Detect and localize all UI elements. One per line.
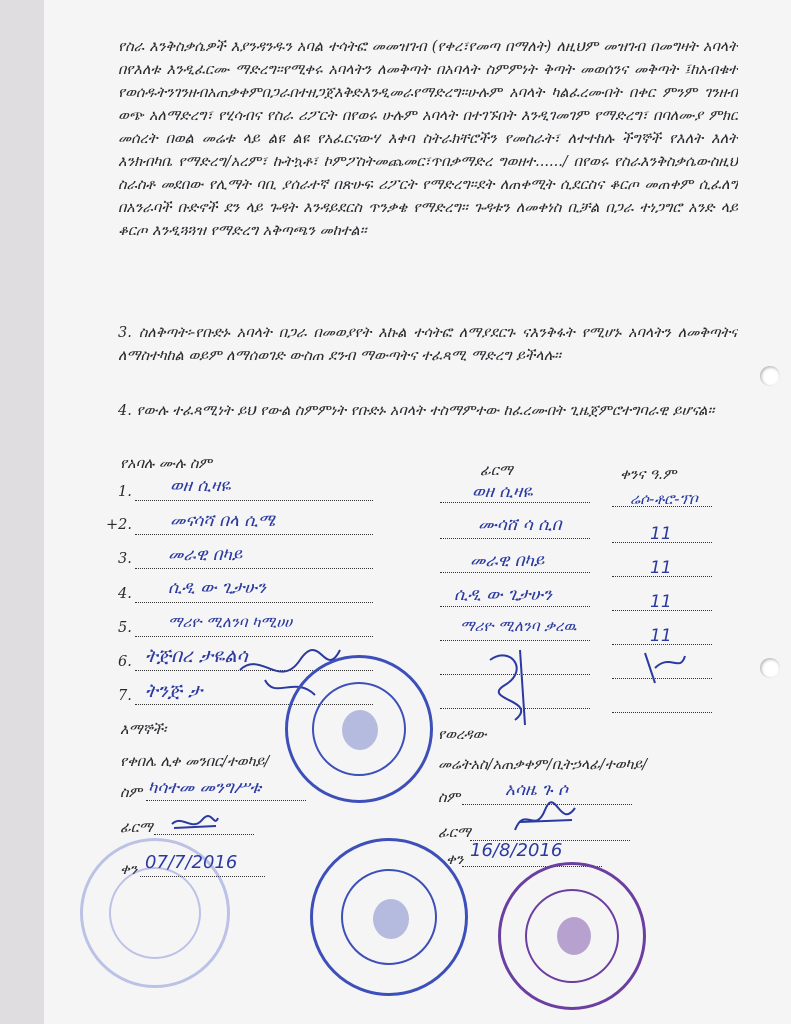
- signature-line: [440, 606, 590, 607]
- page-edge: [0, 0, 44, 1024]
- official-stamp-icon: [310, 838, 468, 996]
- left-name-line: [146, 800, 306, 801]
- row-number: 7.: [118, 688, 132, 704]
- member-date: 11: [650, 558, 672, 578]
- left-name-label: ስም: [120, 785, 143, 801]
- clause-4: 4. የውሉ ተፈጻሚነት ይህ የውል ስምምነት የቡድኑ አባላት ተስማምተው ከፈረሙበት ጊዜጀምሮተግባራዊ ይሆናል፡፡: [118, 403, 715, 419]
- member-signature: መራዊ በካይ: [470, 551, 545, 571]
- name-line: [135, 534, 373, 535]
- member-date: 11: [650, 592, 672, 612]
- row-number: 3.: [118, 551, 132, 567]
- left-signature-line: [154, 834, 254, 835]
- member-date: 11: [650, 524, 672, 544]
- right-witness-role: መሬትአስ/አጠቃቀም/ቢትኃላፊ/ተወካይ/: [438, 757, 648, 773]
- header-date: ቀንና ዓ.ም: [620, 467, 677, 483]
- name-line: [135, 500, 373, 501]
- date-line: [612, 712, 712, 713]
- member-signature: ወዘ ሲዛዬ: [472, 482, 533, 502]
- row-number: 6.: [118, 654, 132, 670]
- member-signature: ማሪዮ ሚለንባ ቃረዉ: [460, 617, 577, 635]
- row-number: 1.: [118, 484, 132, 500]
- right-date-value: 16/8/2016: [470, 840, 563, 861]
- left-date-value: 07/7/2016: [145, 852, 238, 873]
- signature-scribble-icon: [640, 648, 690, 688]
- header-signature: ፊርማ: [480, 463, 513, 479]
- left-date-label: ቀን: [120, 862, 138, 878]
- signature-scribble-icon: [170, 812, 220, 834]
- member-name: ሲዲ ው ጊታሁን: [168, 578, 266, 598]
- intro-paragraph: የስራ እንቅስቃሴዎች እያንዳንዱን አባል ተሳትፎ መመዝገብ (የቀረ፣የመጣ በማለት) ለዚህም መዝገብ በመግዛት አባላት በየእለቱ እንዲፈርሙ ማድረግ፡፡የሚቀሩ አባላትን ለመቅጣት በአባላት ስምምነት ቅጣት መወሰንና መቅጣት ፤ከአብቁተ የወሰዱትንገንዘብአጠቃቀምበጋራበተዘጋጀእቅድእንዲመራየማድረግ፡፡ሁሉም አባላት ካልፈረሙበት በቀር ምንም ገንዘብ ወጭ አለማድረግ፣ የሂሳብና የስራ ሪፖርት በየወሩ ሁሉም አባላት በተገኙበት እንዲገመገም የማድረግ፣ በባለሙያ ምክር መሰረት በወል መሬቱ ላይ ልዩ ልዩ የአፈርናውሃ እቀባ ስትራክቸሮችን የመስራት፣ ለተተከሉ ችግኞች የእለት እለት እንክብካቤ የማድረግ/አረም፣ ኩትኳቶ፣ ኮምፖስትመጨመር፣ጥበቃማድረ ግወዘተ....../ በየወሩ የስራእንቅስቃሴውስዚህ ስራስቶ መደበው የሊማት ባቢ ያሰራተኛ በጽሁፍ ሪፖርት የማድረግ፡፡ደት ለጠቀሚት ሲደርስና ቆርጦ መጠቀም ሲፈለግ በአንራባች ቡድኖች ደን ላይ ጉዳት እንዳይደርስ ጥንቃቄ የማድረግ፡፡ ጉዳቱን ለመቀነስ ቢቻል በጋራ ተነጋግሮ አንድ ላይ ቆርጦ እንዲጓጓዝ የማድረግ አቅጣጫን መከተል፡፡: [118, 39, 738, 239]
- clause-3: 3. ስለቅጣት፡-የቡድኑ አባላት በጋራ በመወያየት እኩል ተሳትፎ ለማያደርጉ ናእንቅፋት የሚሆኑ አባላትን ለመቅጣትና ለማስተካከል ወይም ለማሰወገድ ውስጠ ደንብ ማውጣትና ተፈጻሚ ማድረግ ይችላሉ፡፡: [118, 325, 738, 364]
- right-name-label: ስም: [438, 790, 461, 806]
- member-name: ማሪዮ ሚለንባ ካሚሀሀ: [168, 613, 293, 631]
- right-signature-label: ፊርማ: [438, 825, 471, 841]
- row-number: +2.: [106, 517, 132, 533]
- right-witness-name: አሳዜ ጉ ሶ: [505, 780, 568, 800]
- member-name: ትጅበረ ታዬልሳ: [145, 645, 248, 667]
- header-member-name: የአባሉ ሙሉ ስም: [120, 456, 212, 472]
- name-line: [135, 568, 373, 569]
- member-signature: ሙሳሸ ሳ ሲበ: [478, 515, 562, 535]
- member-name: ወዘ ሲዛዬ: [170, 476, 231, 496]
- row-number: 4.: [118, 586, 132, 602]
- left-signature-label: ፊርማ: [120, 820, 153, 836]
- binder-hole-top: [760, 366, 780, 386]
- witnesses-label: እማኞች፡: [120, 722, 167, 738]
- official-stamp-icon: [285, 655, 433, 803]
- member-date: ሬሶ-ቶሮ-ፕቦ: [630, 490, 698, 508]
- official-stamp-icon: [498, 862, 646, 1010]
- member-signature: ሲዲ ው ጊታሁን: [454, 585, 552, 605]
- faded-stamp-icon: [80, 838, 230, 988]
- left-witness-role: የቀበሌ ሊቀ መንበር/ተወካይ/: [120, 754, 270, 770]
- signature-scribble-icon: [510, 800, 580, 840]
- member-name: መናሳሻ በላ ሲሜ: [170, 511, 276, 531]
- member-name: ትንጅ ታ: [145, 680, 203, 702]
- member-date: 11: [650, 626, 672, 646]
- left-witness-name: ካሳተመ መንግሥቱ: [148, 778, 261, 798]
- signature-line: [440, 572, 590, 573]
- signature-line: [440, 502, 590, 503]
- row-number: 5.: [118, 620, 132, 636]
- name-line: [135, 636, 373, 637]
- binder-hole-bottom: [760, 658, 780, 678]
- name-line: [135, 602, 373, 603]
- right-witness-label: የወረዳው: [438, 727, 487, 743]
- signature-scribble-icon: [480, 640, 560, 730]
- right-date-label: ቀን: [446, 852, 464, 868]
- member-name: መራዊ በካይ: [168, 545, 243, 565]
- signature-line: [440, 538, 590, 539]
